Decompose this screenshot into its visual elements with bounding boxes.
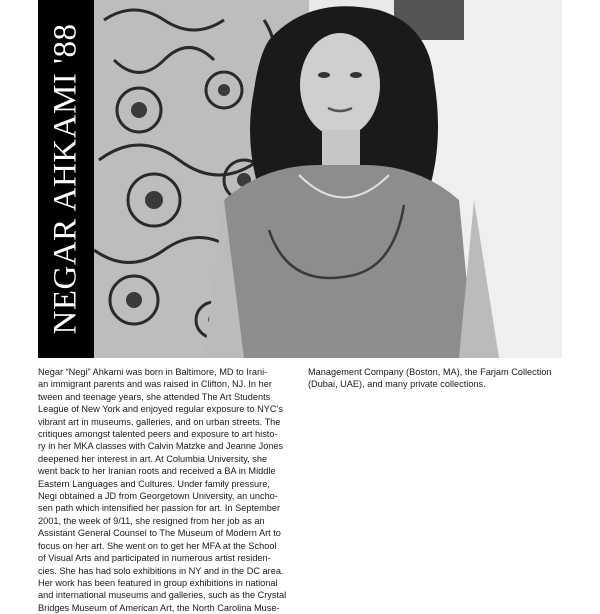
artist-name-heading: NEGAR AHKAMI '88 bbox=[47, 23, 84, 335]
name-banner bbox=[38, 0, 94, 358]
portrait-photo bbox=[94, 0, 562, 358]
bio-text-right-column: Management Company (Boston, MA), the Farjam Collection (Dubai, UAE), and many private collections. bbox=[308, 367, 552, 390]
bio-text-left-column: Negar “Negi” Ahkami was born in Baltimore, MD to Irani- an immigrant parents and was raised in Clifton, NJ. In her tween and teenage years, she attended The Art Students League of New York and enjoyed regular exposure to NYC’s vibrant art in museums, galleries, and on urban streets. The critiques amongst talented peers and exposure to art histo- ry in her MKA classes with Calvin Matzke and Jeanne Jones deepened her interest in art. At Columbia University, she went back to her Iranian roots and received a BA in Middle Eastern Languages and Cultures. Under family pressure, Negi obtained a JD from Georgetown University, an uncho- sen path which intensified her passion for art. In September 2001, the week of 9/11, she resigned from her job as an Assistant General Counsel to The Museum of Modern Art to focus on her art. She went on to get her MFA at the School of Visual Arts and participated in numerous artist residen- cies. She has had solo exhibitions in NY and in the DC area. Her work has been featured in group exhibitions in national and international museums and galleries, such as the Crystal Bridges Museum of American Art, the North Carolina Muse- bbox=[38, 367, 287, 613]
